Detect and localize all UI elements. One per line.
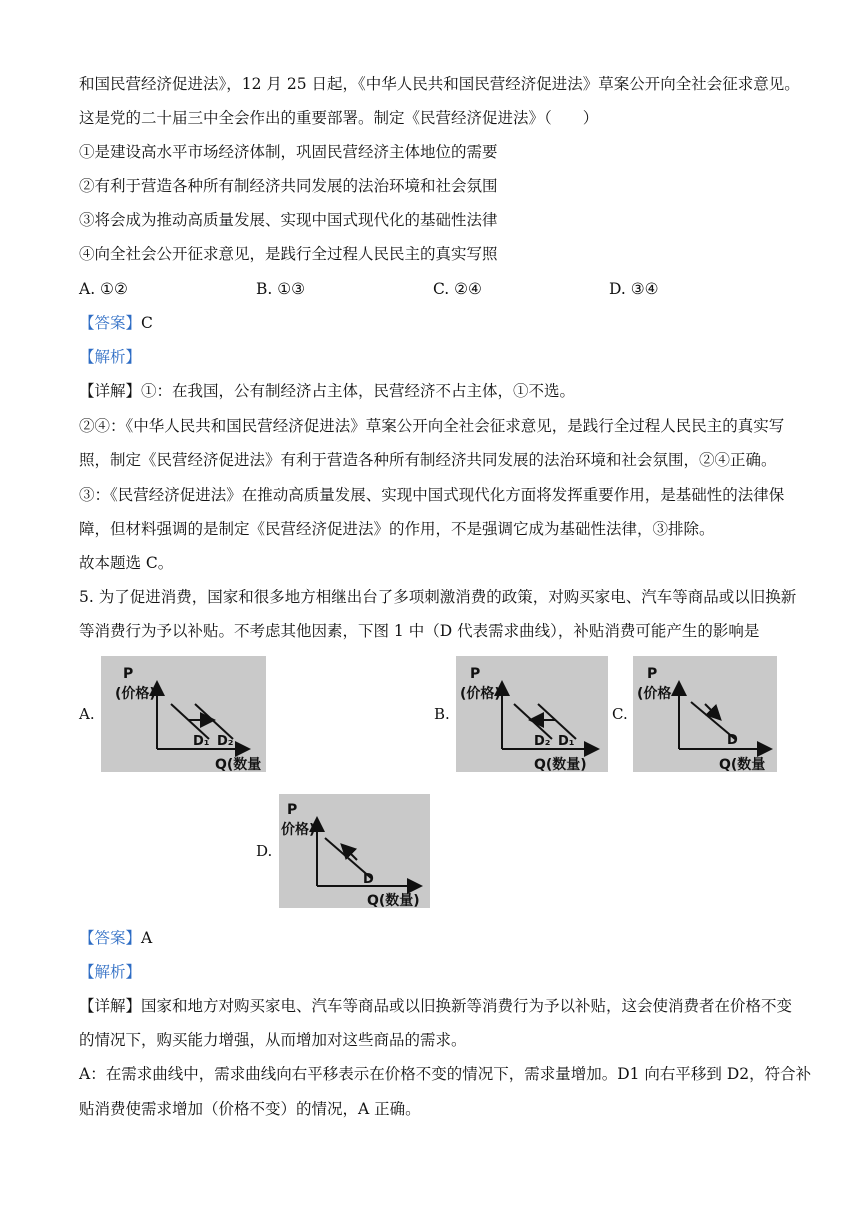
q5-stem-line-1: 5. 为了促进消费，国家和很多地方相继出台了多项刺激消费的政策，对购买家电、汽车等商品或以旧换新	[79, 588, 797, 606]
q4-stem-line-2: 这是党的二十届三中全会作出的重要部署。制定《民营经济促进法》（ ）	[79, 109, 599, 127]
figure-a-label: A.	[79, 705, 95, 723]
figure-a-demand-shift-right	[101, 656, 266, 772]
figure-b-demand-shift-left	[456, 656, 608, 772]
axis-q-label: Q(数量)	[534, 757, 587, 772]
q4-detail-line-2: ②④：《中华人民共和国民营经济促进法》草案公开向全社会征求意见，是践行全过程人民民主的真实写	[79, 417, 785, 435]
axis-q-label: Q(数量	[719, 757, 766, 772]
detail-text: ①：在我国，公有制经济占主体，民营经济不占主体，①不选。	[141, 382, 576, 400]
q4-statement-3: ③将会成为推动高质量发展、实现中国式现代化的基础性法律	[79, 211, 498, 229]
axis-p-label: P	[287, 802, 298, 818]
q4-statement-2: ②有利于营造各种所有制经济共同发展的法治环境和社会氛围	[79, 177, 498, 195]
curve-label-d2: D₂	[534, 734, 551, 749]
axis-price-label: (价格)	[115, 686, 156, 702]
figure-d-move-up-along-curve	[279, 794, 430, 908]
q5-detail-line-1	[79, 996, 792, 1016]
q4-option-b: B. ①③	[256, 280, 306, 298]
figure-d-label: D.	[256, 842, 273, 860]
q5-answer	[79, 928, 152, 948]
q4-detail-line-4: ③：《民营经济促进法》在推动高质量发展、实现中国式现代化方面将发挥重要作用，是基础性的法律保	[79, 486, 785, 504]
q4-statement-1: ①是建设高水平市场经济体制，巩固民营经济主体地位的需要	[79, 143, 498, 161]
figure-b-label: B.	[434, 705, 450, 723]
q4-option-a: A. ①②	[79, 280, 128, 298]
axis-q-label: Q(数量	[215, 757, 262, 772]
figure-c-label: C.	[612, 705, 628, 723]
q5-detail-line-4: 贴消费使需求增加（价格不变）的情况，A 正确。	[79, 1100, 421, 1118]
q4-detail-line-3: 照，制定《民营经济促进法》有利于营造各种所有制经济共同发展的法治环境和社会氛围，②④正确。	[79, 451, 777, 469]
answer-tag: 【答案】	[79, 929, 142, 947]
q5-stem-line-2: 等消费行为予以补贴。不考虑其他因素，下图 1 中（D 代表需求曲线），补贴消费可能产生的影响是	[79, 622, 760, 640]
axis-price-label: (价格	[637, 686, 672, 702]
answer-value: A	[141, 929, 153, 947]
q5-detail-line-3: A：在需求曲线中，需求曲线向右平移表示在价格不变的情况下，需求量增加。D1 向右平移到 D2，符合补	[79, 1065, 812, 1083]
q4-analysis	[79, 347, 141, 367]
axis-price-label: 价格)	[281, 822, 316, 838]
q5-analysis	[79, 962, 141, 982]
curve-label-d: D	[363, 872, 374, 887]
curve-label-d1: D₁	[193, 734, 210, 749]
axis-p-label: P	[470, 666, 481, 682]
q5-detail-line-2: 的情况下，购买能力增强，从而增加对这些商品的需求。	[79, 1031, 467, 1049]
answer-value: C	[141, 314, 153, 332]
q4-option-d: D. ③④	[609, 280, 659, 298]
q4-statement-4: ④向全社会公开征求意见，是践行全过程人民民主的真实写照	[79, 245, 498, 263]
q4-conclusion: 故本题选 C。	[79, 554, 174, 572]
q4-detail-line-5: 障，但材料强调的是制定《民营经济促进法》的作用，不是强调它成为基础性法律，③排除。	[79, 520, 715, 538]
q4-stem-line-1: 和国民营经济促进法》，12 月 25 日起，《中华人民共和国民营经济促进法》草案公开向全社会征求意见。	[79, 75, 800, 93]
q4-answer	[79, 313, 153, 333]
curve-label-d: D	[727, 733, 738, 748]
axis-price-label: (价格)	[460, 686, 501, 702]
q4-option-c: C. ②④	[433, 280, 482, 298]
axis-p-label: P	[647, 666, 658, 682]
detail-tag: 【详解】	[79, 382, 142, 400]
axis-p-label: P	[123, 666, 134, 682]
analysis-tag: 【解析】	[79, 963, 142, 981]
q4-detail-line-1	[79, 381, 575, 401]
analysis-tag: 【解析】	[79, 348, 142, 366]
answer-tag: 【答案】	[79, 314, 142, 332]
curve-label-d2: D₂	[217, 734, 234, 749]
curve-label-d1: D₁	[558, 734, 575, 749]
axis-q-label: Q(数量)	[367, 893, 420, 908]
detail-tag: 【详解】	[79, 997, 142, 1015]
figure-c-move-down-along-curve	[633, 656, 777, 772]
detail-text: 国家和地方对购买家电、汽车等商品或以旧换新等消费行为予以补贴，这会使消费者在价格不变	[141, 997, 793, 1015]
